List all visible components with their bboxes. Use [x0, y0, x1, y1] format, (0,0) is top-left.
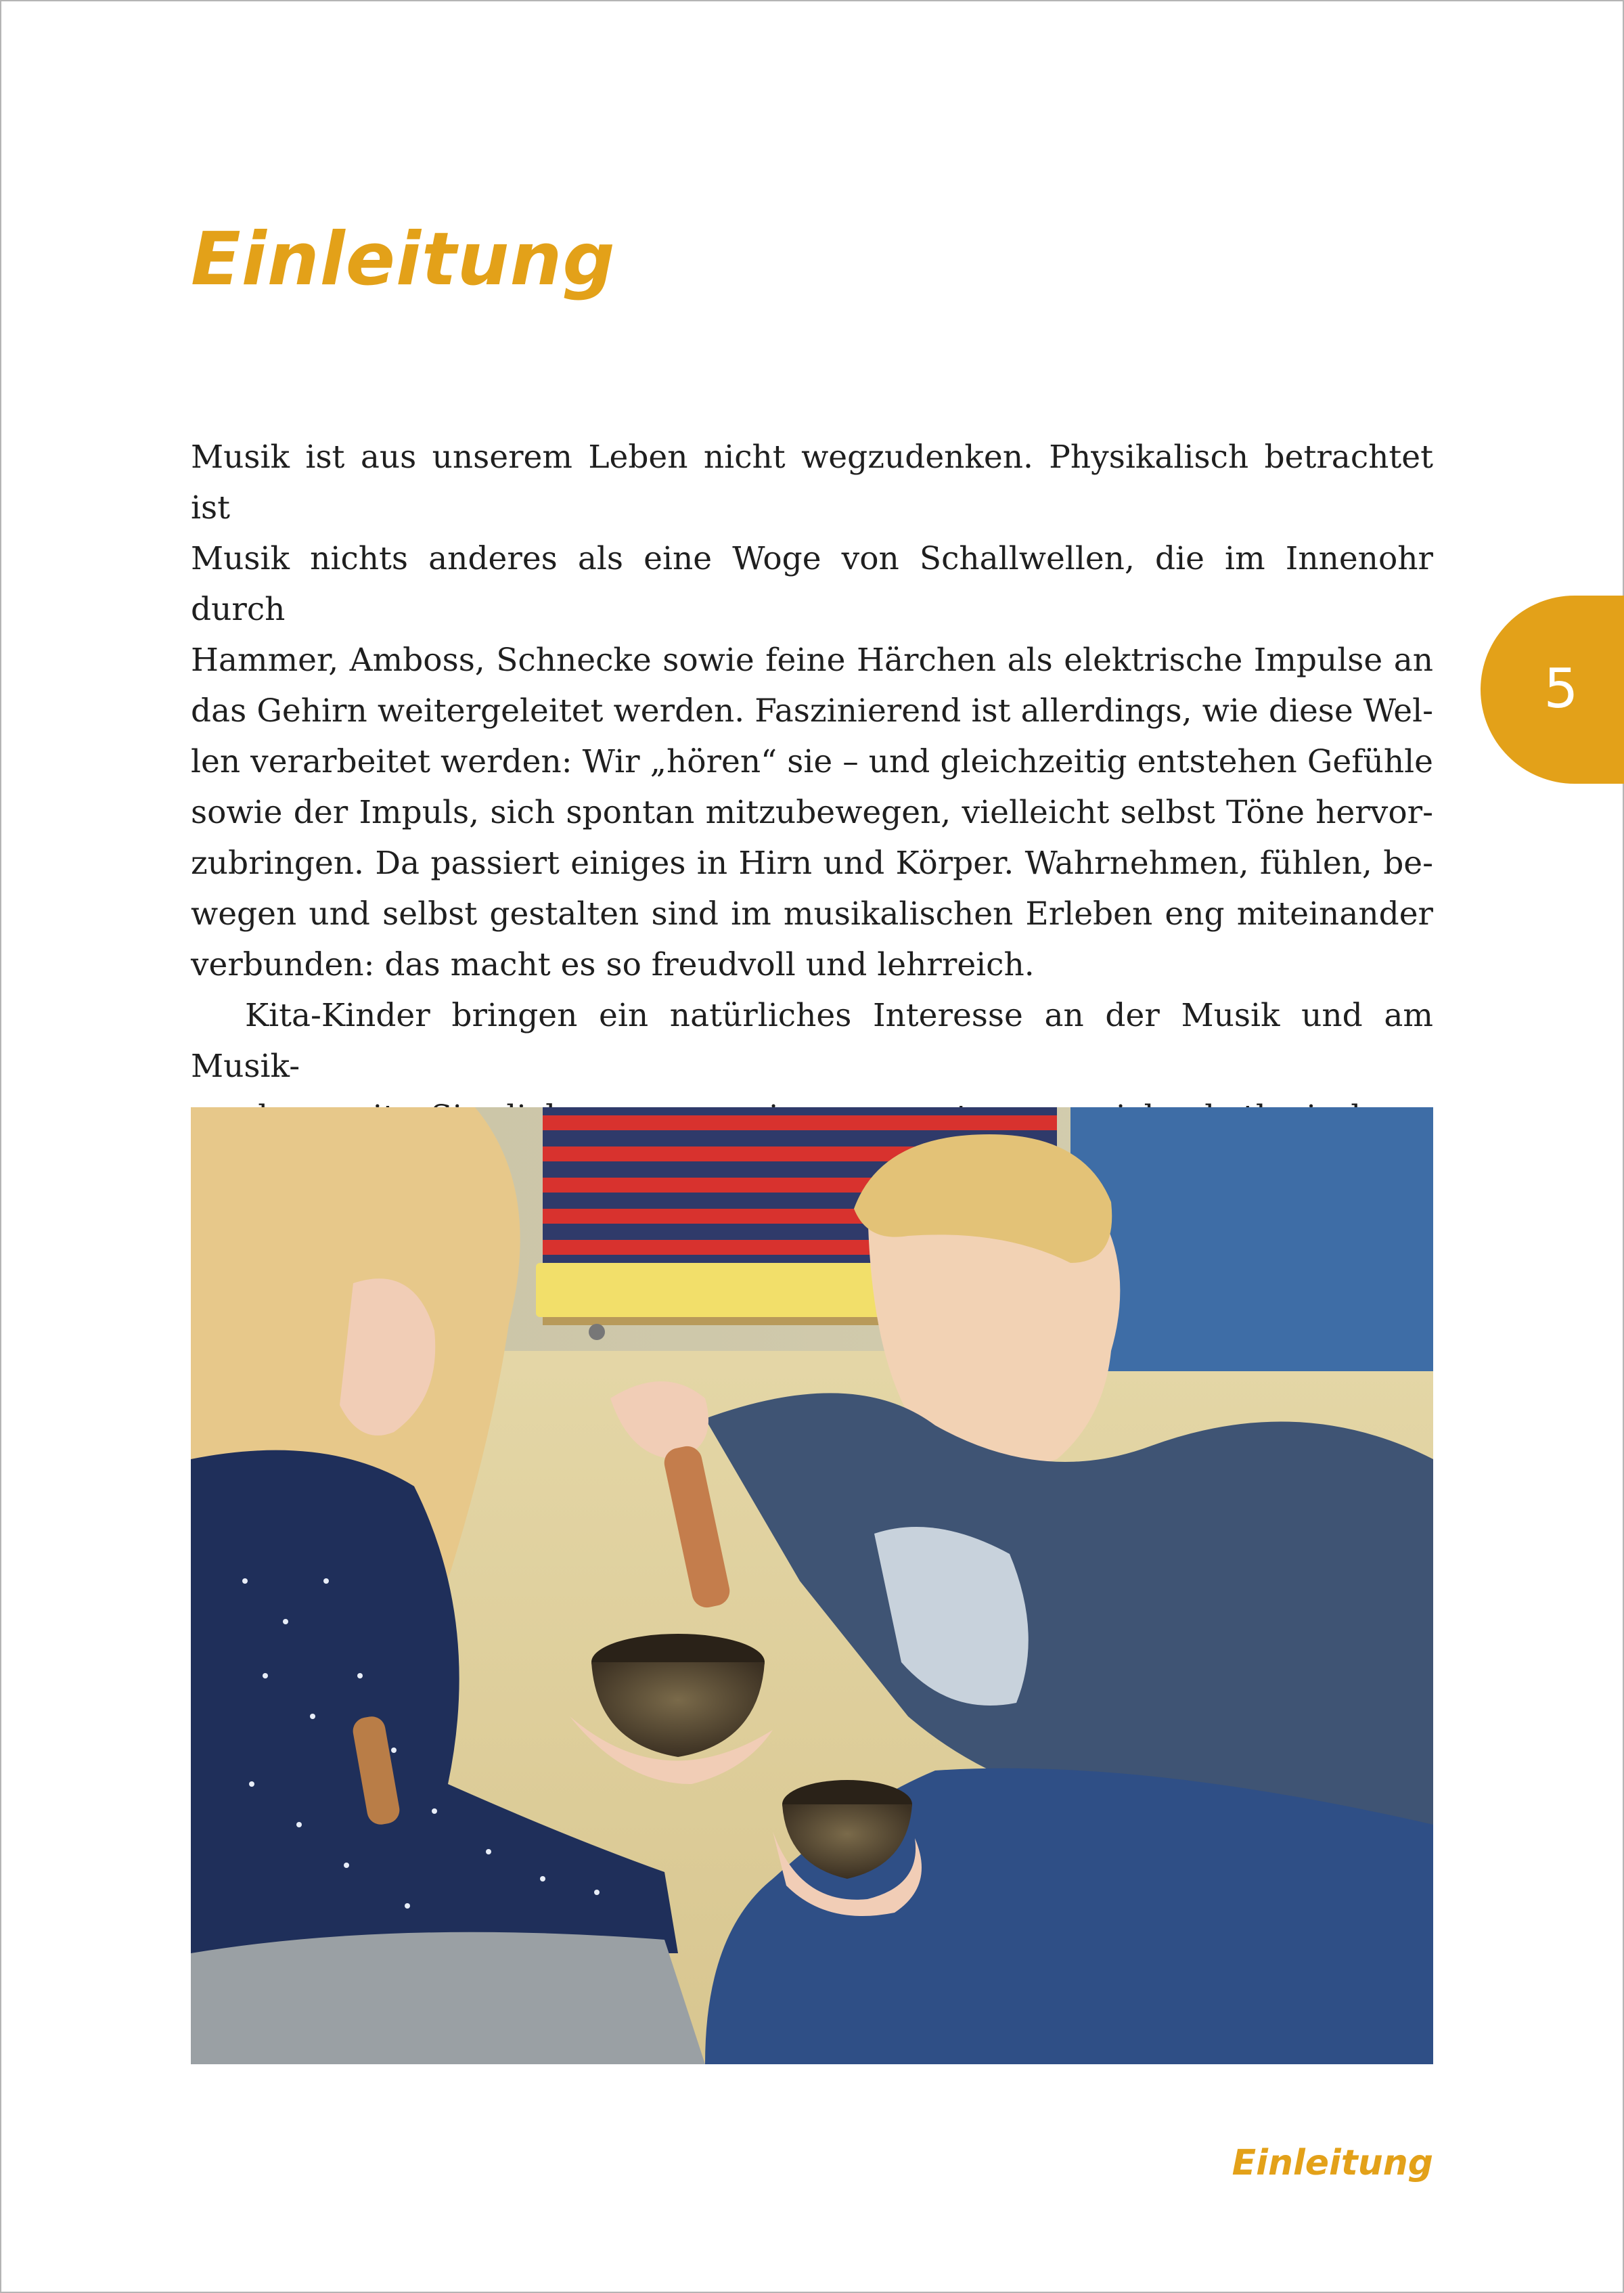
- text-line: Musik nichts anderes als eine Woge von Schallwellen, die im Innenohr durch: [191, 540, 1433, 628]
- text-line: Hammer, Amboss, Schnecke sowie feine Härchen als elektrische Impulse an: [191, 642, 1433, 679]
- text-line: verbunden: das macht es so freudvoll und lehrreich.: [191, 946, 1035, 983]
- text-line: len verarbeitet werden: Wir „hören“ sie – und gleichzeitig entstehen Gefühle: [191, 743, 1433, 780]
- text-line: zubringen. Da passiert einiges in Hirn und Körper. Wahrnehmen, fühlen, be-: [191, 845, 1433, 882]
- text-line: sowie der Impuls, sich spontan mitzubewegen, vielleicht selbst Töne hervor-: [191, 794, 1433, 831]
- text-line: Musik ist aus unserem Leben nicht wegzudenken. Physikalisch betrachtet ist: [191, 439, 1433, 527]
- text-line: Kita-Kinder bringen ein natürliches Interesse an der Musik und am Musik-: [191, 997, 1433, 1085]
- photo-children-singing-bowls: [191, 1107, 1433, 2064]
- text-line: wegen und selbst gestalten sind im musikalischen Erleben eng miteinander: [191, 895, 1433, 933]
- text-line: das Gehirn weitergeleitet werden. Faszinierend ist allerdings, wie diese Wel-: [191, 692, 1433, 730]
- page-number: 5: [1543, 657, 1579, 720]
- chapter-title: Einleitung: [191, 217, 616, 302]
- running-footer: Einleitung: [1232, 2143, 1433, 2183]
